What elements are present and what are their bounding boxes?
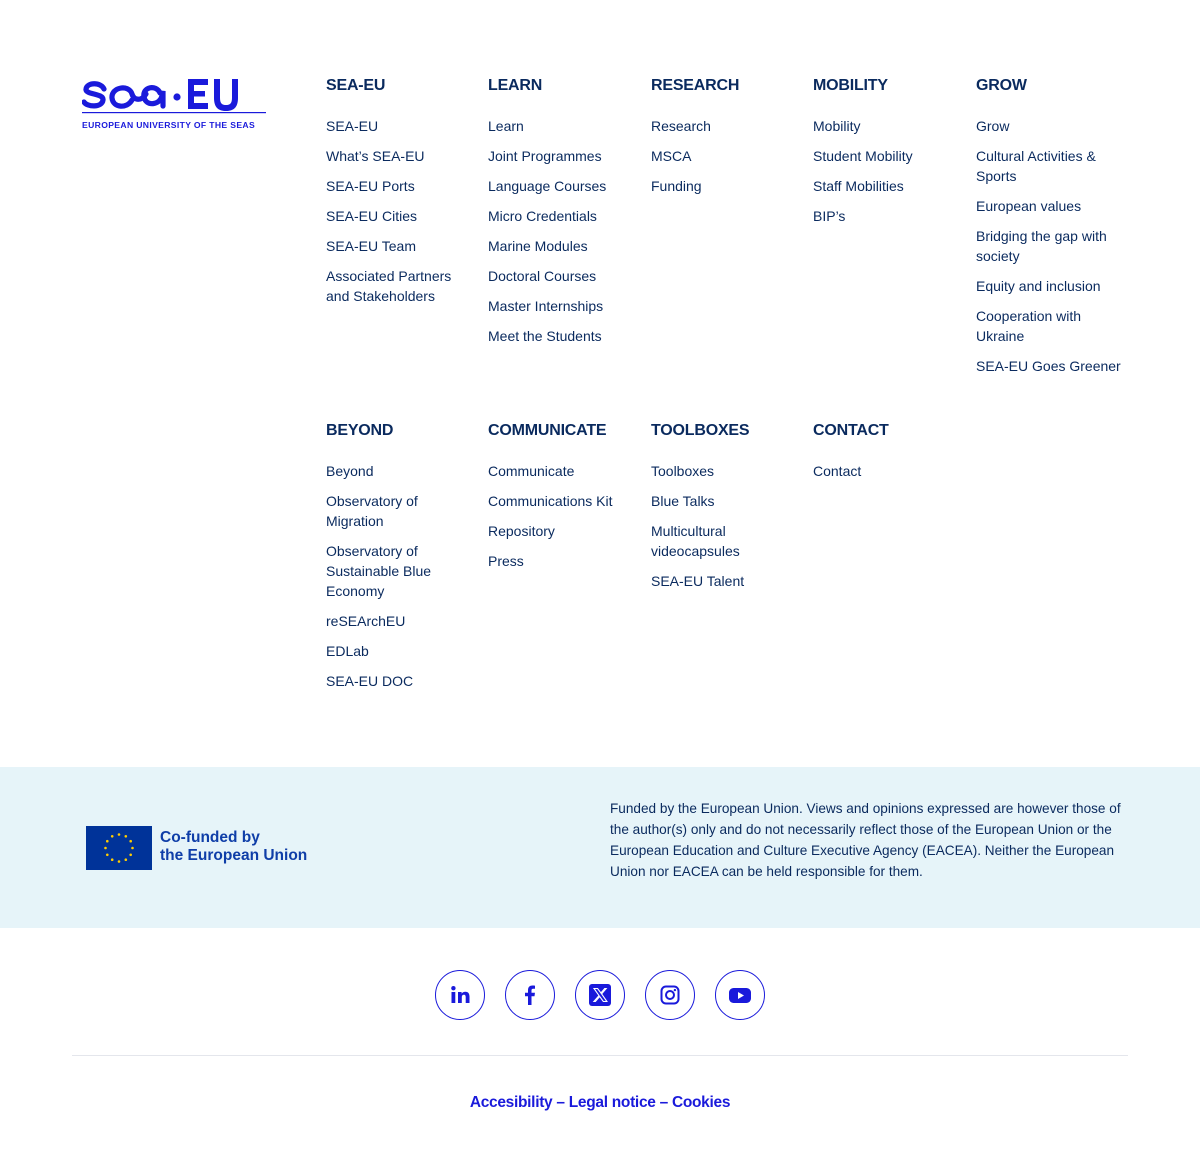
nav-list: [488, 116, 638, 346]
nav-link[interactable]: Grow: [976, 118, 1010, 134]
nav-heading[interactable]: SEA-EU: [326, 77, 386, 94]
eu-flag-stars: [86, 826, 152, 870]
facebook-icon[interactable]: [505, 970, 555, 1020]
nav-link[interactable]: Master Internships: [488, 298, 604, 314]
eu-flag-icon: [86, 826, 152, 870]
nav-link[interactable]: Student Mobility: [813, 148, 913, 164]
legal-notice-link[interactable]: Legal notice: [568, 1094, 656, 1111]
instagram-icon[interactable]: [645, 970, 695, 1020]
nav-column-beyond: [326, 420, 476, 701]
nav-link[interactable]: Marine Modules: [488, 238, 588, 254]
nav-link[interactable]: reSEArchEU: [326, 613, 406, 629]
nav-link[interactable]: Repository: [488, 523, 555, 539]
nav-column-contact: [813, 420, 963, 491]
nav-column-mobility: [813, 75, 963, 236]
nav-link[interactable]: SEA-EU Ports: [326, 178, 415, 194]
nav-link[interactable]: Press: [488, 553, 524, 569]
eu-funding-band: [0, 767, 1200, 928]
nav-heading[interactable]: COMMUNICATE: [488, 422, 607, 439]
nav-link[interactable]: Micro Credentials: [488, 208, 597, 224]
nav-link[interactable]: SEA-EU DOC: [326, 673, 414, 689]
nav-column-sea-eu: [326, 75, 476, 316]
eu-cofunded-line2: the European Union: [160, 847, 308, 864]
nav-column-research: [651, 75, 801, 206]
social-links: [435, 970, 765, 1020]
nav-heading[interactable]: CONTACT: [813, 422, 889, 439]
nav-link[interactable]: Communicate: [488, 463, 575, 479]
nav-link[interactable]: Blue Talks: [651, 493, 715, 509]
nav-link[interactable]: Equity and inclusion: [976, 278, 1101, 294]
nav-link[interactable]: Staff Mobilities: [813, 178, 904, 194]
nav-link[interactable]: MSCA: [651, 148, 692, 164]
nav-link[interactable]: SEA-EU Cities: [326, 208, 418, 224]
nav-link[interactable]: Observatory of Sustainable Blue Economy: [326, 543, 432, 599]
eu-cofunded-label: [160, 829, 307, 865]
nav-heading[interactable]: MOBILITY: [813, 77, 888, 94]
linkedin-icon[interactable]: [435, 970, 485, 1020]
nav-link[interactable]: Associated Partners and Stakeholders: [326, 268, 452, 304]
nav-link[interactable]: Doctoral Courses: [488, 268, 597, 284]
nav-heading[interactable]: TOOLBOXES: [651, 422, 750, 439]
nav-link[interactable]: Communications Kit: [488, 493, 613, 509]
nav-list: [326, 461, 476, 691]
nav-link[interactable]: Funding: [651, 178, 702, 194]
nav-link[interactable]: Language Courses: [488, 178, 607, 194]
nav-link[interactable]: Mobility: [813, 118, 861, 134]
sea-eu-logo-mark: [82, 72, 268, 114]
cookies-link[interactable]: Cookies: [671, 1094, 731, 1111]
nav-list: [976, 116, 1126, 376]
legal-links: [0, 1094, 1200, 1112]
nav-column-learn: [488, 75, 638, 356]
nav-heading[interactable]: BEYOND: [326, 422, 394, 439]
nav-link[interactable]: Multicultural videocapsules: [651, 523, 740, 559]
nav-link[interactable]: European values: [976, 198, 1082, 214]
nav-link[interactable]: Bridging the gap with society: [976, 228, 1107, 264]
site-logo[interactable]: [82, 72, 268, 130]
accessibility-link[interactable]: Accesibility: [469, 1094, 553, 1111]
nav-list: [813, 116, 963, 226]
nav-link[interactable]: Cooperation with Ukraine: [976, 308, 1082, 344]
nav-link[interactable]: What’s SEA-EU: [326, 148, 425, 164]
nav-list: [813, 461, 963, 481]
logo-tagline: EUROPEAN UNIVERSITY OF THE SEAS: [82, 120, 256, 130]
nav-heading[interactable]: RESEARCH: [651, 77, 740, 94]
nav-link[interactable]: Joint Programmes: [488, 148, 602, 164]
nav-link[interactable]: Learn: [488, 118, 524, 134]
nav-link[interactable]: Observatory of Migration: [326, 493, 418, 529]
nav-link[interactable]: SEA-EU: [326, 118, 379, 134]
nav-link[interactable]: SEA-EU Team: [326, 238, 416, 254]
nav-link[interactable]: EDLab: [326, 643, 369, 659]
nav-column-toolboxes: [651, 420, 801, 601]
nav-list: [326, 116, 476, 306]
nav-list: [651, 461, 801, 591]
nav-link[interactable]: SEA-EU Goes Greener: [976, 358, 1121, 374]
youtube-icon[interactable]: [715, 970, 765, 1020]
nav-link[interactable]: Beyond: [326, 463, 374, 479]
nav-column-grow: [976, 75, 1126, 386]
nav-link[interactable]: SEA-EU Talent: [651, 573, 745, 589]
nav-list: [488, 461, 638, 571]
nav-link[interactable]: Cultural Activities & Sports: [976, 148, 1096, 184]
x-icon[interactable]: [575, 970, 625, 1020]
eu-cofunded-line1: Co-funded by: [160, 829, 260, 846]
legal-separator: –: [659, 1094, 668, 1111]
nav-link[interactable]: Contact: [813, 463, 862, 479]
nav-heading[interactable]: GROW: [976, 77, 1027, 94]
nav-link[interactable]: Toolboxes: [651, 463, 715, 479]
legal-separator: –: [556, 1094, 565, 1111]
nav-link[interactable]: Research: [651, 118, 711, 134]
nav-link[interactable]: Meet the Students: [488, 328, 602, 344]
nav-list: [651, 116, 801, 196]
nav-heading[interactable]: LEARN: [488, 77, 543, 94]
eu-disclaimer: Funded by the European Union. Views and opinions expressed are however those of the author(s) only and do not necessarily reflect those of the European Union or the European Education and Culture Executive Agency (EACEA). Neither the European Union nor EACEA can be held responsible for them.: [610, 801, 1121, 879]
nav-link[interactable]: BIP’s: [813, 208, 846, 224]
nav-column-communicate: [488, 420, 638, 581]
footer-divider: [72, 1055, 1128, 1056]
